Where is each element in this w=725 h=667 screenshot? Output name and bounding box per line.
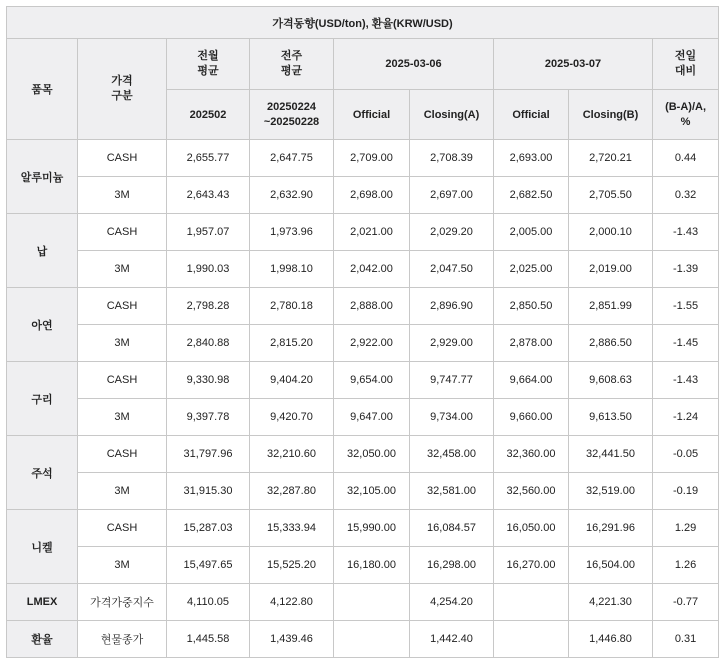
cell-prev-week: 32,287.80 xyxy=(250,473,334,510)
cell-official-1: 2,042.00 xyxy=(334,251,410,288)
cell-official-2: 2,850.50 xyxy=(494,288,569,325)
cell-prev-month: 15,497.65 xyxy=(167,547,250,584)
cell-closing-a: 32,458.00 xyxy=(410,436,494,473)
cell-closing-a: 16,084.57 xyxy=(410,510,494,547)
cell-closing-b: 2,019.00 xyxy=(569,251,653,288)
cell-closing-a: 16,298.00 xyxy=(410,547,494,584)
header-official-2: Official xyxy=(494,90,569,140)
cell-prev-month: 9,330.98 xyxy=(167,362,250,399)
cell-official-1: 32,105.00 xyxy=(334,473,410,510)
cell-type: 현물종가 xyxy=(78,621,167,658)
cell-prev-week: 32,210.60 xyxy=(250,436,334,473)
cell-official-1: 2,698.00 xyxy=(334,177,410,214)
table-row-fx xyxy=(7,621,719,658)
cell-official-1 xyxy=(334,621,410,658)
header-prev-month: 전월 평균 xyxy=(167,39,250,90)
table-row xyxy=(7,473,719,510)
cell-prev-week: 1,973.96 xyxy=(250,214,334,251)
price-trend-table xyxy=(6,6,719,658)
cell-type: 3M xyxy=(78,177,167,214)
cell-closing-a: 9,734.00 xyxy=(410,399,494,436)
table-row xyxy=(7,288,719,325)
cell-closing-a: 9,747.77 xyxy=(410,362,494,399)
cell-closing-b: 1,446.80 xyxy=(569,621,653,658)
table-row xyxy=(7,177,719,214)
cell-closing-a: 2,896.90 xyxy=(410,288,494,325)
cell-closing-b: 2,851.99 xyxy=(569,288,653,325)
cell-prev-week: 2,780.18 xyxy=(250,288,334,325)
cell-official-2 xyxy=(494,621,569,658)
cell-type: CASH xyxy=(78,140,167,177)
cell-prev-week: 9,420.70 xyxy=(250,399,334,436)
cell-official-2: 2,682.50 xyxy=(494,177,569,214)
cell-closing-a: 2,929.00 xyxy=(410,325,494,362)
cell-type: CASH xyxy=(78,288,167,325)
cell-official-1: 16,180.00 xyxy=(334,547,410,584)
table-row xyxy=(7,399,719,436)
header-price-type: 가격 구분 xyxy=(78,39,167,140)
cell-closing-b: 32,441.50 xyxy=(569,436,653,473)
cell-official-2: 2,878.00 xyxy=(494,325,569,362)
cell-official-1 xyxy=(334,584,410,621)
cell-type: CASH xyxy=(78,362,167,399)
cell-prev-month: 1,445.58 xyxy=(167,621,250,658)
cell-closing-b: 9,608.63 xyxy=(569,362,653,399)
header-closing-b: Closing(B) xyxy=(569,90,653,140)
cell-change: -1.55 xyxy=(653,288,719,325)
cell-closing-b: 32,519.00 xyxy=(569,473,653,510)
cell-closing-a: 2,708.39 xyxy=(410,140,494,177)
cell-closing-b: 2,720.21 xyxy=(569,140,653,177)
cell-change: -1.43 xyxy=(653,362,719,399)
cell-type: 3M xyxy=(78,251,167,288)
table-row xyxy=(7,362,719,399)
cell-official-2: 9,664.00 xyxy=(494,362,569,399)
cell-closing-b: 9,613.50 xyxy=(569,399,653,436)
cell-closing-b: 2,886.50 xyxy=(569,325,653,362)
cell-closing-b: 4,221.30 xyxy=(569,584,653,621)
cell-prev-month: 2,643.43 xyxy=(167,177,250,214)
cell-official-2: 9,660.00 xyxy=(494,399,569,436)
cell-official-2: 16,270.00 xyxy=(494,547,569,584)
cell-change: 1.29 xyxy=(653,510,719,547)
cell-change: -0.19 xyxy=(653,473,719,510)
row-label-metal: 아연 xyxy=(7,288,78,362)
table-row-lmex xyxy=(7,584,719,621)
cell-closing-b: 2,000.10 xyxy=(569,214,653,251)
cell-prev-week: 15,525.20 xyxy=(250,547,334,584)
cell-change: 0.44 xyxy=(653,140,719,177)
cell-prev-month: 1,957.07 xyxy=(167,214,250,251)
cell-type: 3M xyxy=(78,399,167,436)
cell-type: CASH xyxy=(78,214,167,251)
cell-prev-week: 9,404.20 xyxy=(250,362,334,399)
header-prev-day: 전일 대비 xyxy=(653,39,719,90)
table-row xyxy=(7,251,719,288)
cell-change: -0.77 xyxy=(653,584,719,621)
header-date-2: 2025-03-07 xyxy=(494,39,653,90)
cell-official-2: 16,050.00 xyxy=(494,510,569,547)
cell-change: -0.05 xyxy=(653,436,719,473)
row-label-metal: 주석 xyxy=(7,436,78,510)
cell-prev-week: 15,333.94 xyxy=(250,510,334,547)
cell-change: 0.32 xyxy=(653,177,719,214)
cell-official-2: 2,693.00 xyxy=(494,140,569,177)
cell-official-1: 2,021.00 xyxy=(334,214,410,251)
row-label-metal: 알루미늄 xyxy=(7,140,78,214)
cell-closing-a: 2,047.50 xyxy=(410,251,494,288)
cell-official-1: 9,647.00 xyxy=(334,399,410,436)
row-label-lmex: LMEX xyxy=(7,584,78,621)
row-label-fx: 환율 xyxy=(7,621,78,658)
cell-prev-week: 2,815.20 xyxy=(250,325,334,362)
cell-prev-month: 4,110.05 xyxy=(167,584,250,621)
cell-closing-b: 16,504.00 xyxy=(569,547,653,584)
header-closing-a: Closing(A) xyxy=(410,90,494,140)
table-row xyxy=(7,325,719,362)
cell-change: -1.39 xyxy=(653,251,719,288)
cell-type: CASH xyxy=(78,436,167,473)
cell-type: 3M xyxy=(78,547,167,584)
header-prev-week: 전주 평균 xyxy=(250,39,334,90)
header-date-1: 2025-03-06 xyxy=(334,39,494,90)
cell-closing-b: 16,291.96 xyxy=(569,510,653,547)
cell-official-1: 2,709.00 xyxy=(334,140,410,177)
cell-type: CASH xyxy=(78,510,167,547)
cell-closing-a: 2,697.00 xyxy=(410,177,494,214)
row-label-metal: 니켈 xyxy=(7,510,78,584)
table-row xyxy=(7,510,719,547)
cell-prev-week: 2,647.75 xyxy=(250,140,334,177)
cell-prev-week: 4,122.80 xyxy=(250,584,334,621)
cell-prev-month: 2,798.28 xyxy=(167,288,250,325)
cell-change: -1.43 xyxy=(653,214,719,251)
cell-prev-month: 1,990.03 xyxy=(167,251,250,288)
cell-prev-month: 31,797.96 xyxy=(167,436,250,473)
header-item: 품목 xyxy=(7,39,78,140)
header-change-pct: (B-A)/A, % xyxy=(653,90,719,140)
cell-prev-month: 15,287.03 xyxy=(167,510,250,547)
cell-closing-b: 2,705.50 xyxy=(569,177,653,214)
table-row xyxy=(7,547,719,584)
cell-prev-week: 2,632.90 xyxy=(250,177,334,214)
cell-change: -1.45 xyxy=(653,325,719,362)
cell-closing-a: 1,442.40 xyxy=(410,621,494,658)
row-label-metal: 구리 xyxy=(7,362,78,436)
cell-official-1: 9,654.00 xyxy=(334,362,410,399)
cell-type: 가격가중지수 xyxy=(78,584,167,621)
cell-official-1: 2,922.00 xyxy=(334,325,410,362)
cell-prev-week: 1,998.10 xyxy=(250,251,334,288)
cell-prev-week: 1,439.46 xyxy=(250,621,334,658)
cell-official-2: 2,005.00 xyxy=(494,214,569,251)
header-prev-month-period: 202502 xyxy=(167,90,250,140)
header-prev-week-period: 20250224 ~20250228 xyxy=(250,90,334,140)
cell-closing-a: 32,581.00 xyxy=(410,473,494,510)
cell-closing-a: 2,029.20 xyxy=(410,214,494,251)
cell-official-2 xyxy=(494,584,569,621)
cell-prev-month: 9,397.78 xyxy=(167,399,250,436)
header-official-1: Official xyxy=(334,90,410,140)
cell-type: 3M xyxy=(78,473,167,510)
cell-prev-month: 31,915.30 xyxy=(167,473,250,510)
table-row xyxy=(7,214,719,251)
cell-official-2: 2,025.00 xyxy=(494,251,569,288)
cell-official-1: 32,050.00 xyxy=(334,436,410,473)
cell-change: -1.24 xyxy=(653,399,719,436)
cell-closing-a: 4,254.20 xyxy=(410,584,494,621)
cell-change: 1.26 xyxy=(653,547,719,584)
cell-type: 3M xyxy=(78,325,167,362)
cell-official-2: 32,360.00 xyxy=(494,436,569,473)
cell-official-1: 15,990.00 xyxy=(334,510,410,547)
cell-official-1: 2,888.00 xyxy=(334,288,410,325)
table-title: 가격동향(USD/ton), 환율(KRW/USD) xyxy=(7,7,719,39)
cell-official-2: 32,560.00 xyxy=(494,473,569,510)
table-row xyxy=(7,140,719,177)
cell-change: 0.31 xyxy=(653,621,719,658)
cell-prev-month: 2,840.88 xyxy=(167,325,250,362)
table-row xyxy=(7,436,719,473)
cell-prev-month: 2,655.77 xyxy=(167,140,250,177)
row-label-metal: 납 xyxy=(7,214,78,288)
